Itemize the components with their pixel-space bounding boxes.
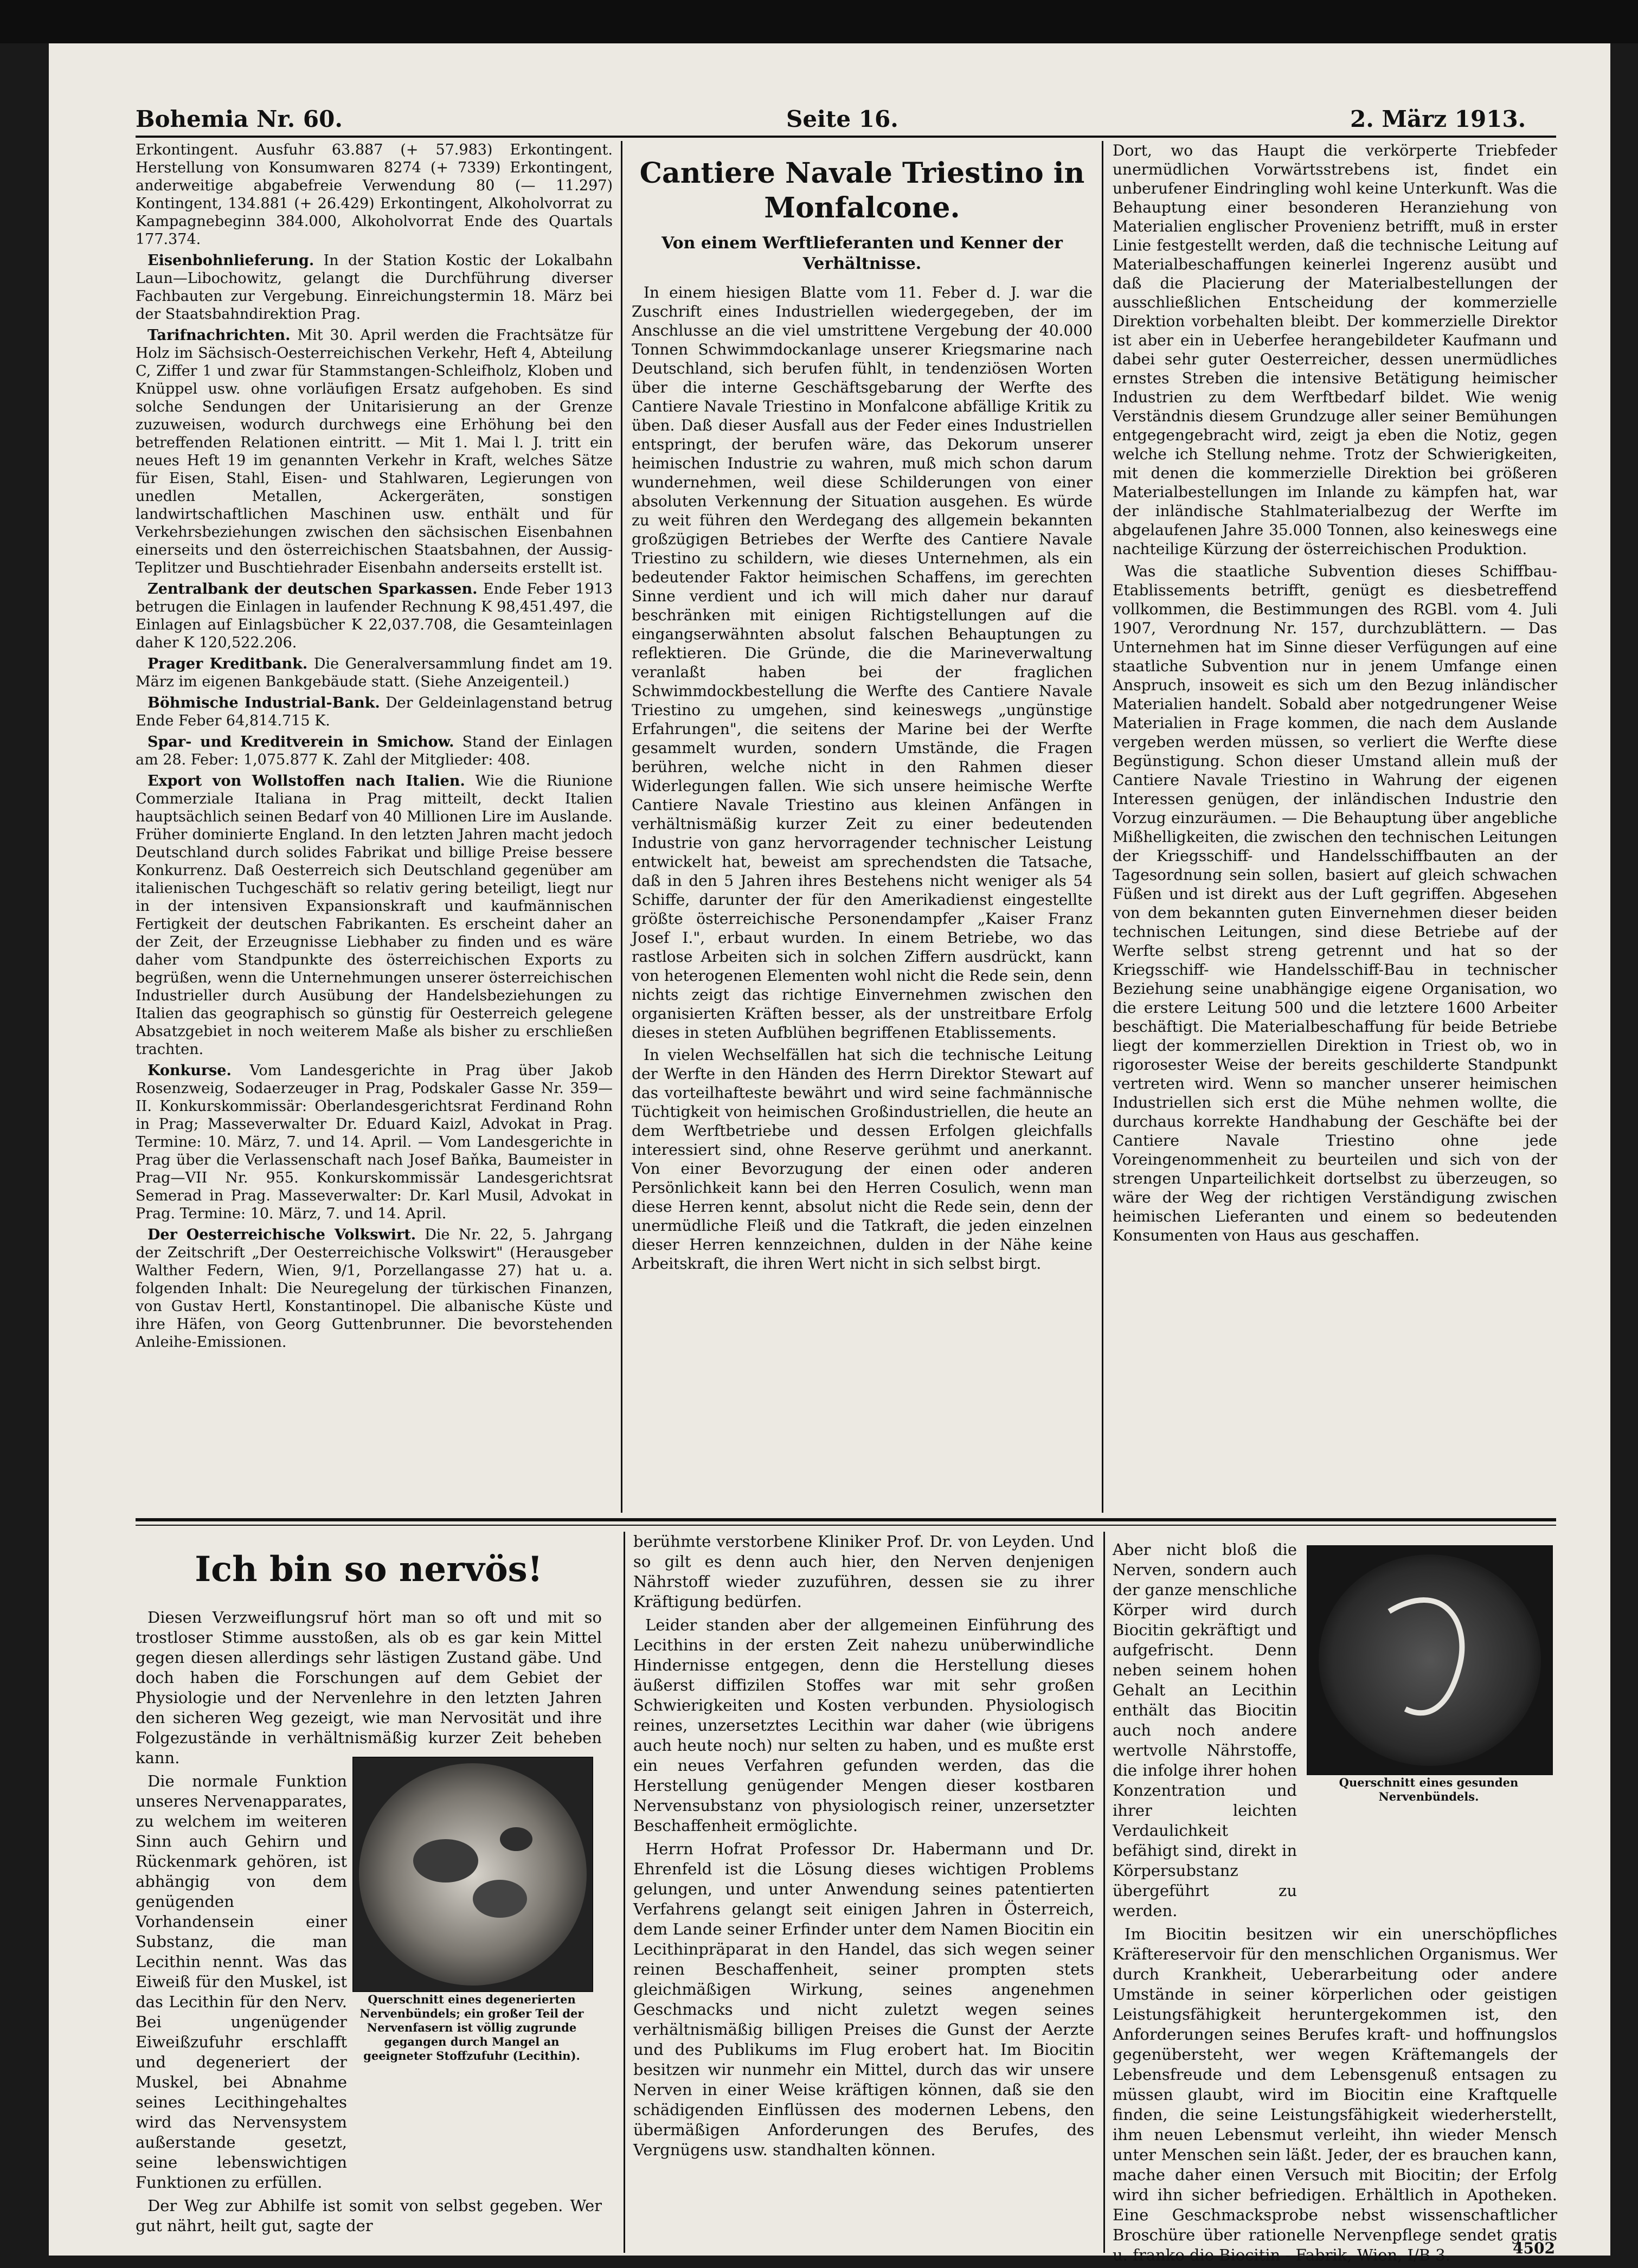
header-rule bbox=[136, 136, 1556, 138]
article-paragraph: Was die staatliche Subvention dieses Schiffbau-Etablissements betrifft, genügt es diesbetreffend vollkommen, die Bestimmungen des RGBl. vom 4. Juli 1907, Verordnung Nr. 157, durchzublättern. — Das Unternehmen hat im Sinne dieser Verfügungen auf eine staatliche Subvention nur in jenem Umfange einen Anspruch, insoweit es sich um den Bezug inländischer Materialien handelt. Sobald aber notgedrungener Weise Materialien in Frage kommen, die nach dem Auslande vergeben werden müssen, so verliert die Werfte diese Begünstigung. Schon dieser Umstand allein muß der Cantiere Navale Triestino in Wahrung der eigenen Interessen genügen, der inländischen Industrie den Vorzug einzuräumen. — Die Behauptung über angebliche Mißhelligkeiten, die zwischen den technischen Leitungen der Kriegsschiff- und Handelsschiffbauten an der Tagesordnung sein sollen, basiert auf gleich schwachen Füßen und ist direkt aus der Luft gegriffen. Abgesehen von dem bekannten guten Einvernehmen dieser beiden technischen Leitungen, sind diese Betriebe auf der Werfte selbst streng getrennt und hat so der Kriegsschiff- wie Handelsschiff-Bau in technischer Beziehung seine unabhängige eigene Organisation, wo die erstere Leitung 500 und die letztere 1600 Arbeiter beschäftigt. Die Materialbeschaffung für beide Betriebe liegt der kommerziellen Direktion in Triest ob, wo in rigorosester Weise der bereits geschilderte Standpunkt vertreten wird. Wenn so mancher unserer heimischen Industriellen sich erst die Mühe nehmen wollte, die durchaus korrekte Handhabung der Geschäfte bei der Cantiere Navale Triestino ohne jede Voreingenommenheit zu beurteilen und sich von der strengen Unparteilichkeit dortselbst zu überzeugen, so wäre der Weg der richtigen Verständigung zwischen heimischen Lieferanten und einem so bedeutenden Konsumenten von Haus aus geschaffen. bbox=[1113, 562, 1557, 1244]
item-text: Stand der Einlagen am 28. Feber: 1,075.877 K. Zahl der Mitglieder: 408. bbox=[136, 734, 613, 768]
item-heading: Prager Kreditbank. bbox=[147, 656, 308, 672]
ad-column-divider bbox=[1103, 1532, 1105, 2253]
item-text: Ende Feber 1913 betrugen die Einlagen in laufender Rechnung K 98,451.497, die Einlagen auf Einlagsbücher K 22,037.708, die Gesamteinlagen daher K 120,522.206. bbox=[136, 581, 613, 651]
item-heading: Böhmische Industrial-Bank. bbox=[147, 695, 380, 711]
ad-paragraph: Der Weg zur Abhilfe ist somit von selbst gegeben. Wer gut nährt, heilt gut, sagte der bbox=[136, 2196, 602, 2235]
item-text: Wie die Riunione Commerziale Italiana in Prag mitteilt, deckt Italien hauptsächlich seinen Bedarf von 40 Millionen Lire im Auslande. Früher dominierte England. In den letzten Jahren macht jedoch Deutschland durch solides Fabrikat und billige Preise bessere Konkurrenz. Daß Oesterreich sich Deutschland gegenüber am italienischen Tuchgeschäft so relativ gering beteiligt, liegt nur in der intensiven Expansionskraft und kaufmännischen Fertigkeit der deutschen Fabrikanten. Es erscheint daher an der Zeit, der Erzeugnisse Liebhaber zu finden und es wäre daher vom Standpunkte des österreichischen Exports zu begrüßen, wenn die Unternehmungen unserer österreichischen Industrieller durch Ausübung der Handelsbeziehungen zu Italien das geographisch so günstig für Oesterreich gelegene Absatzgebiet in noch weiterem Maße als bisher zu erschließen trachten. bbox=[136, 773, 613, 1058]
item-heading: Spar- und Kreditverein in Smichow. bbox=[147, 734, 454, 750]
ad-paragraph: Herrn Hofrat Professor Dr. Habermann und Dr. Ehrenfeld ist die Lösung dieses wichtigen Problems gelungen, und unter Anwendung seines patentierten Verfahrens gelangt seit einigen Jahren in Österreich, dem Lande seiner Erfinder unter dem Namen Biocitin ein Lecithinpräparat in den Handel, das sich wegen seiner reinen Beschaffenheit, seiner prompten stets gleichmäßigen Wirkung, seines angenehmen Geschmacks und nicht zuletzt wegen seines verhältnismäßig billigen Preises die Gunst der Aerzte und des Publikums im Flug erobert hat. Im Biocitin besitzen wir nunmehr ein Mittel, durch das wir unsere Nerven in einer Weise kräftigen können, daß sie den schädigenden Einflüssen des modernen Lebens, den übermäßigen Anforderungen des Berufes, des Vergnügens usw. standhalten können. bbox=[633, 1840, 1094, 2159]
alcohol-paragraph: Erkontingent. Ausfuhr 63.887 (+ 57.983) Erkontingent. Herstellung von Konsumwaren 8274 (+ 7339) Erkontingent, anderweitige abgabefreie Verwendung 80 (— 11.297) Kontingent, 134.881 (+ 26.429) Erkontingent, Alkoholvorrat zu Kampagnebeginn 384.000, Alkoholvorrat Ende des Quartals 177.374. bbox=[136, 142, 613, 248]
section-rule bbox=[136, 1518, 1556, 1521]
article-paragraph: Dort, wo das Haupt die verkörperte Triebfeder unermüdlichen Vorwärtsstrebens ist, findet ein unberufener Eindringling wohl keine Unterkunft. Was die Behauptung einer besonderen Heranziehung von Materialien englischer Provenienz betrifft, muß in erster Linie festgestellt werden, daß die technische Leitung auf Materialbeschaffungen keinerlei Ingerenz ausübt und daß die Placierung der Materialbestellungen der ausschließlichen Entscheidung der kommerzielle Direktion vorbehalten bleibt. Der kommerzielle Direktor ist aber ein in Ueberfee herangebildeter Kaufmann und dabei sehr guter Oesterreicher, dessen unermüdliches ernstes Streben die intensive Betätigung heimischer Industrien zu dem Werftbedarf bildet. Wie wenig Verständnis diesem Grundzuge aller seiner Bemühungen entgegengebracht wird, zeigt ja eben die Notiz, gegen welche ich Stellung nehme. Trotz der Schwierigkeiten, mit denen die kommerzielle Direktion bei größeren Materialbestellungen im Inlande zu kämpfen hat, war der inländische Stahlmaterialbezug der Werfte im abgelaufenen Jahre 35.000 Tonnen, also keineswegs eine nachteilige Kürzung der österreichischen Produktion. bbox=[1113, 142, 1557, 558]
news-item bbox=[136, 655, 613, 691]
ad-paragraph: Diesen Verzweiflungsruf hört man so oft und mit so trostloser Stimme ausstoßen, als ob es gar kein Mittel gegen diesen allerdings sehr lästigen Zustand gäbe. Und doch haben die Forschungen auf dem Gebiet der Physiologie und der Nervenlehre in den letzten Jahren den sicheren Weg gezeigt, wie man Nervosität und ihre Folgezustände in verhältnismäßig kurzer Zeit beheben kann. bbox=[136, 1608, 602, 1767]
item-heading: Der Oesterreichische Volkswirt. bbox=[147, 1226, 416, 1243]
column-cantiere-article bbox=[632, 152, 1093, 1513]
news-item bbox=[136, 580, 613, 652]
news-item bbox=[136, 1226, 613, 1351]
scan-border-top bbox=[0, 0, 1638, 43]
item-heading: Zentralbank der deutschen Sparkassen. bbox=[147, 581, 478, 597]
ad-headline: Ich bin so nervös! bbox=[195, 1549, 543, 1590]
news-item bbox=[136, 1062, 613, 1223]
ad-paragraph: Aber nicht bloß die Nerven, sondern auch der ganze menschliche Körper wird durch Biocitin gekräftigt und aufgefrischt. Denn neben seinem hohen Gehalt an Lecithin enthält das Biocitin auch noch andere wertvolle Nährstoffe, die infolge ihrer hohen Konzentration und ihrer leichten Verdaulichkeit befähigt sind, direkt in Körpersubstanz übergeführt zu werden. bbox=[1113, 1540, 1297, 1920]
news-item bbox=[136, 326, 613, 577]
ad-paragraph: Die normale Funktion unseres Nervenapparates, zu welchem im weiteren Sinn auch Gehirn und Rückenmark gehören, ist abhängig von dem genügenden Vorhandensein einer Substanz, die man Lecithin nennt. Was das Eiweiß für den Muskel, ist das Lecithin für den Nerv. Bei ungenügender Eiweißzufuhr erschlafft und degeneriert der Muskel, bei Abnahme seines Lecithingehaltes wird das Nervensystem außerstande gesetzt, seine lebenswichtigen Funktionen zu erfüllen. bbox=[136, 1772, 347, 2192]
item-heading: Konkurse. bbox=[147, 1062, 232, 1079]
item-text: In der Station Kostic der Lokalbahn Laun—Libochowitz, gelangt die Durchführung diverser Fachbauten zur Vergebung. Einreichungstermin 18. März bei der Staatsbahndirektion Prag. bbox=[136, 252, 613, 323]
article-paragraph: In einem hiesigen Blatte vom 11. Feber d. J. war die Zuschrift eines Industriellen wiedergegeben, der im Anschlusse an die viel umstrittene Vergebung der 40.000 Tonnen Schwimmdockanlage unserer Kriegsmarine nach Deutschland, sich berufen fühlt, in tendenziösen Worten über die interne Geschäftsgebarung der Werfte des Cantiere Navale Triestino in Monfalcone abfällige Kritik zu üben. Daß dieser Ausfall aus der Feder eines Industriellen entspringt, der berufen wäre, das Dekorum unserer heimischen Industrie zu wahren, muß mich schon darum wundernehmen, weil diese Schilderungen von einer absoluten Verkennung der Situation ausgehen. Es würde zu weit führen den Werdegang des allgemein bekannten großzügigen Betriebes der Werfte des Cantiere Navale Triestino zu schildern, wie dieses Unternehmen, als ein bedeutender Faktor heimischen Schaffens, im gerechten Sinne verdient und ich will mich daher nur darauf beschränken mit einigen Richtigstellungen auf die eingangserwähnten absolut falschen Behauptungen zu reflektieren. Die Gründe, die die Marineverwaltung veranlaßt haben bei der fraglichen Schwimmdockbestellung die Werfte des Cantiere Navale Triestino zu umgehen, sind keineswegs „ungünstige Erfahrungen", die seitens der Marine bei der Werfte gesammelt wurden, sondern Umstände, die Fragen berühren, welche nicht in den Rahmen dieser Widerlegungen fallen. Wie sich unsere heimische Werfte Cantiere Navale Triestino aus kleinen Anfängen in verhältnismäßig kurzer Zeit zu einer bedeutenden Industrie von ganz hervorragender technischer Leistung entwickelt hat, beweist am sprechendsten die Tatsache, daß in den 5 Jahren ihres Bestehens nicht weniger als 54 Schiffe, darunter der für den Amerikadienst eingestellte größte österreichische Personendampfer „Kaiser Franz Josef I.", erbaut wurden. In einem Betriebe, wo das rastlose Arbeiten sich in solchen Ziffern ausdrückt, kann von heterogenen Elementen wohl nicht die Rede sein, denn nichts zeigt das richtige Einvernehmen zwischen den organisierten Kräften besser, als der unstreitbare Erfolg dieses in steten Aufblühen begriffenen Etablissements. bbox=[632, 284, 1093, 1042]
item-heading: Eisenbohnlieferung. bbox=[147, 252, 314, 269]
news-item bbox=[136, 694, 613, 730]
degenerated-nerve-figure bbox=[352, 1757, 593, 1992]
ad-column-2 bbox=[633, 1532, 1094, 2253]
item-text: Die Nr. 22, 5. Jahrgang der Zeitschrift „Der Oesterreichische Volkswirt" (Herausgeber Walther Federn, Wien, 9/1, Porzellangasse 27) hat u. a. folgenden Inhalt: Die Neuregelung der türkischen Finanzen, von Gustav Hertl, Konstantinopel. Die albanische Küste und ihre Häfen, von Georg Guttenbrunner. Die bevorstehenden Anleihe-Emissionen. bbox=[136, 1226, 613, 1351]
item-text: Mit 30. April werden die Frachtsätze für Holz im Sächsisch-Oesterreichischen Verkehr, Heft 4, Abteilung C, Ziffer 1 und zwar für Stammstangen-Schleifholz, Kloben und Knüppel usw. ohne vorläufigen Ersatz aufgehoben. Es sind solche Sendungen der Unitarisierung an der Grenze zuzuweisen, wodurch durchwegs eine Erhöhung bei den betreffenden Relationen eintritt. — Mit 1. Mai l. J. tritt ein neues Heft 19 im genannten Verkehr in Kraft, welches Sätze für Eisen, Stahl, Eisen- und Stahlwaren, Legierungen von unedlen Metallen, Ackergeräten, sonstigen landwirtschaftlichen Maschinen usw. enthält und für Verkehrsbeziehungen zwischen den sächsischen Eisenbahnen einerseits und den österreichischen Staatsbahnen, der Aussig-Teplitzer und Buschtiehrader Eisenbahn anderseits erstellt ist. bbox=[136, 327, 613, 576]
item-text: Der Geldeinlagenstand betrug Ende Feber 64,814.715 K. bbox=[136, 695, 613, 729]
article-paragraph: In vielen Wechselfällen hat sich die technische Leitung der Werfte in den Händen des Herrn Direktor Stewart auf das vorteilhafteste bewährt und wird seine fachmännische Tüchtigkeit von heimischen Großindustriellen, die heute an dem Werftbetriebe und dessen Erfolgen gleichfalls interessiert sind, ohne Reserve gerühmt und anerkannt. Von einer Bevorzugung der einen oder anderen Persönlichkeit kann bei den Herren Cosulich, wenn man diese Herren kennt, absolut nicht die Rede sein, denn der unermüdliche Fleiß und die Tatkraft, die jeden einzelnen dieser Herren kennzeichnen, dulden in der Nähe keine Arbeitskraft, die ihren Wert nicht in sich selbst birgt. bbox=[632, 1046, 1093, 1273]
ad-code: 4502 bbox=[1513, 2239, 1555, 2257]
item-text: Vom Landesgerichte in Prag über Jakob Rosenzweig, Sodaerzeuger in Prag, Podskaler Gasse Nr. 359—II. Konkurskommissär: Oberlandesgerichtsrat Ferdinand Rohn in Prag; Masseverwalter Dr. Eduard Kaizl, Advokat in Prag. Termine: 10. März, 7. und 14. April. — Vom Landesgerichte in Prag über die Verlassenschaft nach Josef Baňka, Baumeister in Prag—VII Nr. 955. Konkurskommissär Landesgerichtsrat Semerad in Prag. Masseverwalter: Dr. Karl Musil, Advokat in Prag. Termine: 10. März, 7. und 14. April. bbox=[136, 1062, 613, 1222]
column-divider bbox=[1102, 141, 1103, 1513]
article-subtitle: Von einem Werftlieferanten und Kenner der Verhältnisse. bbox=[661, 234, 1063, 273]
ad-column-3 bbox=[1113, 1540, 1557, 2264]
header-left: Bohemia Nr. 60. bbox=[136, 106, 343, 132]
ad-paragraph: Leider standen aber der allgemeinen Einführung des Lecithins in der ersten Zeit nahezu unüberwindliche Hindernisse entgegen, denn die Herstellung dieses äußerst diffizilen Stoffes war mit sehr großen Schwierigkeiten und Kosten verbunden. Physiologisch reines, unzersetztes Lecithin war daher (wie übrigens auch heute noch) nur selten zu haben, und es mußte erst ein neues Verfahren gefunden werden, das die Herstellung genügender Mengen dieser kostbaren Nervensubstanz von physiologisch reiner, unzersetzter Beschaffenheit ermöglichte. bbox=[633, 1616, 1094, 1835]
news-item bbox=[136, 252, 613, 323]
news-item bbox=[136, 772, 613, 1058]
column-cantiere-continued bbox=[1113, 141, 1557, 1513]
ad-paragraph: berühmte verstorbene Kliniker Prof. Dr. von Leyden. Und so gilt es denn auch hier, den Nerven denjenigen Nährstoff wieder zuzuführen, dessen sie zu ihrer Kräftigung bedürfen. bbox=[633, 1532, 1094, 1611]
nerve-cross-section-image bbox=[354, 1758, 592, 1991]
figure-caption: Querschnitt eines degenerierten Nervenbündels; ein großer Teil der Nervenfasern ist völlig zugrunde gegangen durch Mangel an geeigneter Stoffzufuhr (Lecithin). bbox=[359, 1993, 584, 2063]
column-divider bbox=[621, 141, 622, 1513]
figure-caption: Querschnitt eines gesunden Nervenbündels. bbox=[1339, 1776, 1519, 1803]
header-right: 2. März 1913. bbox=[1350, 106, 1526, 132]
section-rule-thin bbox=[136, 1525, 1556, 1526]
article-title: Cantiere Navale Triestino in Monfalcone. bbox=[639, 157, 1085, 224]
ad-paragraph: Im Biocitin besitzen wir ein unerschöpfliches Kräftereservoir für den menschlichen Organismus. Wer durch Krankheit, Ueberarbeitung oder andere Umstände in seiner körperlichen oder geistigen Leistungsfähigkeit heruntergekommen ist, den Anforderungen seines Berufes kraft- und hoffnungslos gegenübersteht, wer wegen Kräftemangels der Lebensfreude und dem Lebensgenuß entsagen zu müssen glaubt, wird im Biocitin eine Kraftquelle finden, die seine Leistungsfähigkeit wiederherstellt, ihm neuen Lebensmut verleiht, ihn wieder Mensch unter Menschen sein läßt. Jeder, der es brauchen kann, mache daher einen Versuch mit Biocitin; der Erfolg wird ihn sicher befriedigen. Erhältlich in Apotheken. Eine Geschmacksprobe nebst wissenschaftlicher Broschüre über rationelle Nervenpflege sendet gratis u. franko die Biocitin - Fabrik, Wien, I/B 3. bbox=[1113, 1925, 1557, 2264]
page-header bbox=[136, 106, 1545, 138]
item-text: Die Generalversammlung findet am 19. März im eigenen Bankgebäude statt. (Siehe Anzeigenteil.) bbox=[136, 656, 613, 690]
header-center: Seite 16. bbox=[786, 106, 898, 132]
item-heading: Export von Wollstoffen nach Italien. bbox=[147, 773, 465, 789]
newspaper-page bbox=[49, 43, 1610, 2264]
item-heading: Tarifnachrichten. bbox=[147, 327, 291, 344]
ad-column-divider bbox=[624, 1532, 625, 2253]
news-item bbox=[136, 733, 613, 769]
column-business-news bbox=[136, 141, 613, 1513]
